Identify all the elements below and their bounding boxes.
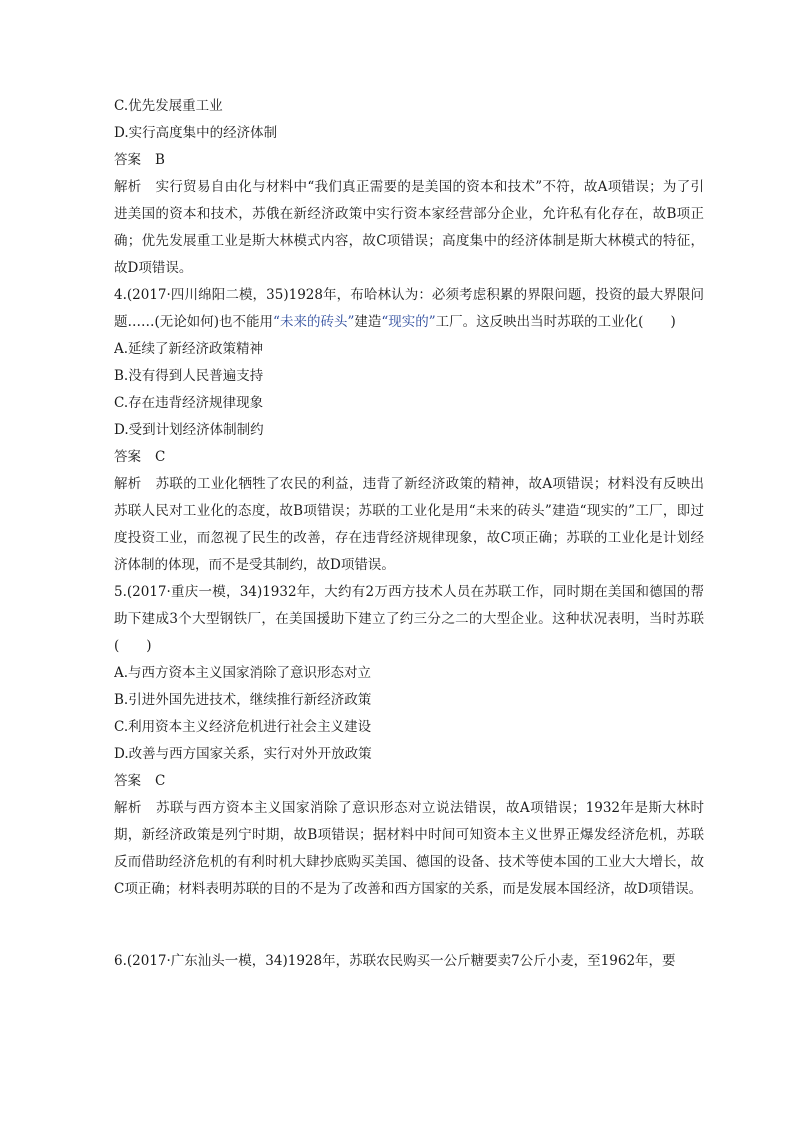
q5-option-c: C.利用资本主义经济危机进行社会主义建设 <box>114 719 372 735</box>
answer-label: 答案 <box>114 773 141 789</box>
analysis-text: 实行贸易自由化与材料中“我们真正需要的是美国的资本和技术”不符，故A项错误；为了引进美国的资本和技术，苏俄在新经济政策中实行资本家经营部分企业，允许私有化存在，故B项正确；优先发展重工业是斯大林模式内容，故C项错误；高度集中的经济体制是斯大林模式的特征，故D项错误。 <box>114 179 704 276</box>
page-content <box>114 93 704 975</box>
section-gap <box>114 903 704 948</box>
q4-stem <box>114 282 704 336</box>
q4-stem-text-3: 工厂。这反映出当时苏联的工业化( ) <box>435 314 676 330</box>
q4-option-c: C.存在违背经济规律现象 <box>114 395 264 411</box>
analysis-label: 解析 <box>114 179 142 195</box>
q3-analysis <box>114 174 704 282</box>
q5-answer <box>114 768 704 795</box>
q5-option-b: B.引进外国先进技术，继续推行新经济政策 <box>114 692 372 708</box>
analysis-text: 苏联与西方资本主义国家消除了意识形态对立说法错误，故A项错误；1932年是斯大林时期，新经济政策是列宁时期，故B项错误；据材料中时间可知资本主义世界正爆发经济危机，苏联反而借助经济危机的有利时机大肆抄底购买美国、德国的设备、技术等使本国的工业大大增长，故C项正确；材料表明苏联的目的不是为了改善和西方国家的关系，而是发展本国经济，故D项错误。 <box>114 800 705 897</box>
q5-stem: 5.(2017·重庆一模，34)1932年，大约有2万西方技术人员在苏联工作，同时期在美国和德国的帮助下建成3个大型钢铁厂，在美国援助下建立了约三分之二的大型企业。这种状况表明，当时苏联( ) <box>114 584 704 654</box>
answer-value: C <box>155 773 166 789</box>
q4-answer <box>114 444 704 471</box>
q6-stem: 6.(2017·广东汕头一模，34)1928年，苏联农民购买一公斤糖要卖7公斤小麦，至1962年，要 <box>114 953 676 969</box>
q4-option-d: D.受到计划经济体制制约 <box>114 422 264 438</box>
q4-option-a: A.延续了新经济政策精神 <box>114 341 264 357</box>
q5-analysis <box>114 795 704 903</box>
q3-option-d: D.实行高度集中的经济体制 <box>114 125 278 141</box>
q3-answer <box>114 147 704 174</box>
q4-stem-text-1: 4.(2017·四川绵阳二模，35)1928年，布哈林认为：必须考虑积累的界限问题，投资的最大界限问题……(无论如何)也不能用 <box>114 287 704 330</box>
analysis-label: 解析 <box>114 476 142 492</box>
q4-quote-bricks: “未来的砖头” <box>273 314 355 330</box>
q4-option-b: B.没有得到人民普遍支持 <box>114 368 264 384</box>
answer-label: 答案 <box>114 152 141 168</box>
analysis-label: 解析 <box>114 800 142 816</box>
q4-stem-text-2: 建造 <box>354 314 382 330</box>
analysis-text: 苏联的工业化牺牲了农民的利益，违背了新经济政策的精神，故A项错误；材料没有反映出苏联人民对工业化的态度，故B项错误；苏联的工业化是用“未来的砖头”建造“现实的”工厂，即过度投资工业，而忽视了民生的改善，存在违背经济规律现象，故C项正确；苏联的工业化是计划经济体制的体现，而不是受其制约，故D项错误。 <box>114 476 705 573</box>
q4-analysis <box>114 471 704 579</box>
answer-label: 答案 <box>114 449 141 465</box>
answer-value: B <box>155 152 165 168</box>
q5-option-d: D.改善与西方国家关系，实行对外开放政策 <box>114 746 372 762</box>
q3-option-c: C.优先发展重工业 <box>114 98 223 114</box>
q4-quote-real: “现实的” <box>381 314 436 330</box>
answer-value: C <box>155 449 166 465</box>
q5-option-a: A.与西方资本主义国家消除了意识形态对立 <box>114 665 372 681</box>
